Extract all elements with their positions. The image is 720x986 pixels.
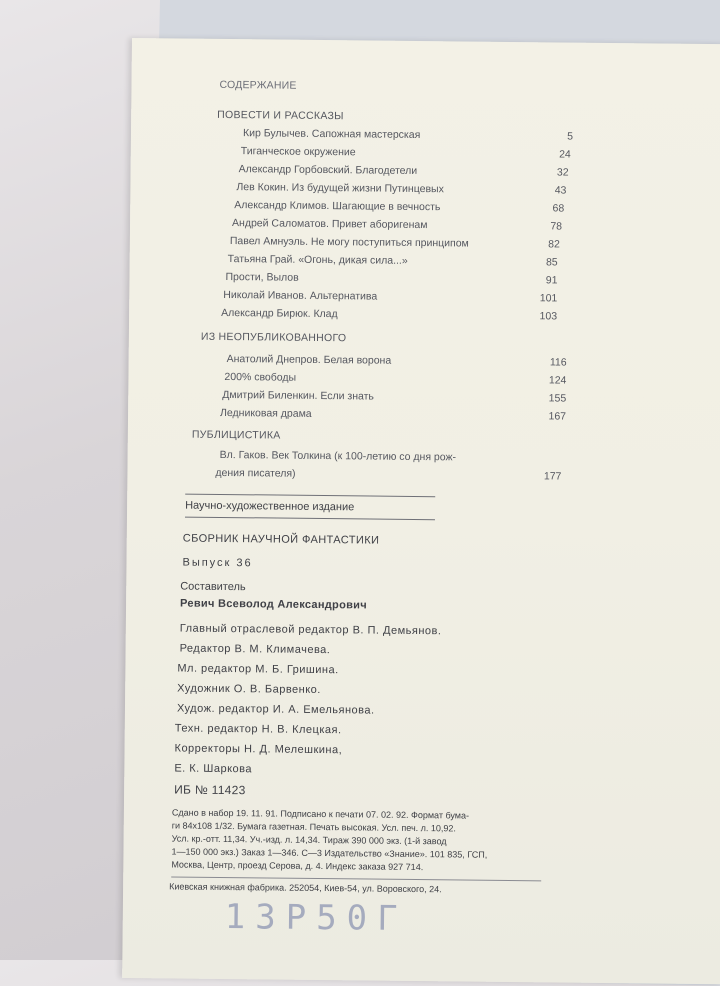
print-details bbox=[171, 806, 487, 874]
toc-entry-text: Анатолий Днепров. Белая ворона bbox=[226, 353, 392, 367]
toc-entry-page: 43 bbox=[554, 184, 567, 197]
edition-type: Научно-художественное издание bbox=[185, 499, 355, 514]
compiler-name: Ревич Всеволод Александрович bbox=[180, 597, 367, 612]
divider bbox=[185, 494, 435, 498]
staff-line: Е. К. Шаркова bbox=[174, 762, 253, 776]
toc-entry-page: 82 bbox=[548, 238, 560, 251]
toc-entry bbox=[241, 145, 571, 160]
ib-number: ИБ № 11423 bbox=[174, 782, 246, 798]
toc-entry-page: 177 bbox=[543, 470, 562, 483]
toc-entry-page: 5 bbox=[567, 130, 574, 143]
toc-entry-page: 155 bbox=[548, 392, 567, 405]
section-title: ПУБЛИЦИСТИКА bbox=[191, 428, 281, 442]
toc-entry-page: 124 bbox=[548, 374, 567, 387]
toc-entry-text: Павел Амнуэль. Не могу поступиться принципом bbox=[229, 235, 469, 250]
print-line: 1—150 000 экз.) Заказ 1—346. С—3 Издательство «Знание». 101 835, ГСП, bbox=[171, 846, 488, 860]
print-line: Усл. кр.-отт. 11,34. Уч.-изд. л. 14,34. Тираж 390 000 экз. (1-й завод bbox=[171, 833, 447, 847]
staff-line: Редактор В. М. Климачева. bbox=[179, 642, 331, 657]
toc-entry-text: Дмитрий Биленкин. Если знать bbox=[222, 388, 374, 403]
toc-entry-text: Александр Климов. Шагающие в вечность bbox=[234, 199, 441, 214]
toc-entry-text: Андрей Саломатов. Привет аборигенам bbox=[232, 217, 428, 232]
divider bbox=[185, 517, 435, 521]
staff-line: Мл. редактор М. Б. Гришина. bbox=[177, 662, 339, 677]
toc-entry bbox=[234, 199, 564, 214]
contents-heading: СОДЕРЖАНИЕ bbox=[219, 78, 297, 92]
toc-entry bbox=[228, 253, 558, 268]
toc-entry bbox=[227, 353, 567, 369]
toc-entry bbox=[222, 388, 567, 405]
compiler-label: Составитель bbox=[180, 580, 246, 594]
toc-entry bbox=[239, 163, 569, 178]
toc-entry bbox=[230, 235, 560, 250]
toc-entry-text: Александр Бирюк. Клад bbox=[221, 306, 338, 321]
toc-entry bbox=[224, 370, 567, 387]
toc-entry bbox=[220, 406, 567, 423]
print-line: Москва, Центр, проезд Серова, д. 4. Индекс заказа 927 714. bbox=[171, 859, 424, 873]
toc-entry-page: 85 bbox=[545, 256, 558, 269]
toc-entry bbox=[220, 449, 570, 465]
toc-entry-page: 78 bbox=[550, 220, 563, 233]
printer: Киевская книжная фабрика. 252054, Киев-54, ул. Воровского, 24. bbox=[169, 881, 442, 895]
issue: Выпуск 36 bbox=[182, 556, 253, 570]
toc-entry-text: Татьяна Грай. «Огонь, дикая сила...» bbox=[227, 253, 408, 267]
toc-entry-page: 91 bbox=[545, 274, 558, 287]
staff-line: Техн. редактор Н. В. Клецкая. bbox=[174, 722, 342, 737]
toc-entry bbox=[215, 467, 575, 483]
staff-line: Главный отраслевой редактор В. П. Демьянов. bbox=[179, 622, 442, 638]
toc-entry-text: Николай Иванов. Альтернатива bbox=[223, 288, 378, 303]
toc-entry bbox=[236, 181, 566, 196]
toc-entry-page: 103 bbox=[539, 310, 558, 323]
book-page bbox=[122, 38, 720, 984]
toc-entry-text: Ледниковая драма bbox=[220, 406, 312, 420]
staff-line: Художник О. В. Барвенко. bbox=[177, 682, 321, 697]
toc-entry-text: Тиганческое окружение bbox=[240, 145, 356, 159]
toc-entry bbox=[223, 288, 558, 305]
toc-entry bbox=[243, 127, 573, 142]
toc-entry-page: 68 bbox=[552, 202, 565, 215]
toc-entry bbox=[232, 217, 562, 232]
staff-line: Корректоры Н. Д. Мелешкина, bbox=[174, 742, 343, 757]
toc-entry-page: 116 bbox=[549, 356, 567, 369]
ink-stamp: 13Р50Г bbox=[224, 897, 408, 939]
print-line: Сдано в набор 19. 11. 91. Подписано к печати 07. 02. 92. Формат бума- bbox=[171, 807, 470, 821]
toc-entry-page: 101 bbox=[539, 292, 558, 305]
toc-entry-page: 32 bbox=[556, 166, 569, 179]
toc-entry-text: Прости, Вылов bbox=[225, 270, 299, 284]
toc-entry bbox=[221, 306, 558, 323]
toc-entry bbox=[225, 270, 558, 287]
staff-line: Худож. редактор И. А. Емельянова. bbox=[176, 702, 375, 717]
toc-entry-text: Вл. Гаков. Век Толкина (к 100-летию со дня рож- bbox=[219, 448, 457, 464]
toc-entry-page: 167 bbox=[548, 410, 567, 423]
toc-entry-text: Кир Булычев. Сапожная мастерская bbox=[242, 127, 421, 142]
toc-entry-page: 24 bbox=[559, 148, 571, 161]
toc-entry-text: дения писателя) bbox=[215, 466, 296, 480]
section-title: ИЗ НЕОПУБЛИКОВАННОГО bbox=[200, 330, 347, 345]
book-title: СБОРНИК НАУЧНОЙ ФАНТАСТИКИ bbox=[182, 532, 380, 547]
section-title: ПОВЕСТИ И РАССКАЗЫ bbox=[217, 108, 344, 123]
print-line: ги 84х108 1/32. Бумага газетная. Печать высокая. Усл. печ. л. 10,92. bbox=[171, 820, 457, 834]
toc-entry-text: 200% свободы bbox=[224, 370, 297, 384]
toc-entry-text: Лев Кокин. Из будущей жизни Путинцевых bbox=[236, 181, 444, 196]
toc-entry-text: Александр Горбовский. Благодетели bbox=[238, 163, 418, 177]
